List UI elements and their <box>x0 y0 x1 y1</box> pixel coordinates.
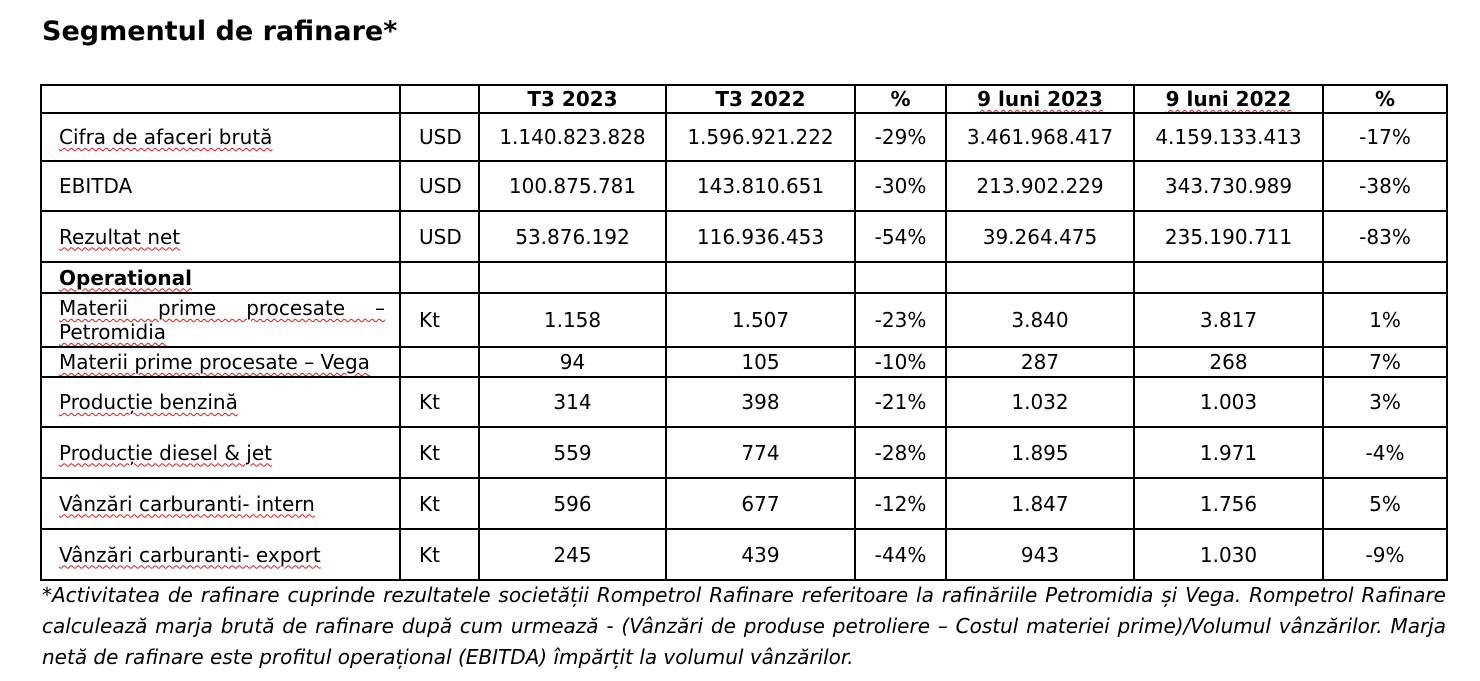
value-9m-2022 <box>1134 262 1323 293</box>
column-header-9m-2022 <box>1134 85 1323 113</box>
value-quarter-change: -54% <box>855 211 946 262</box>
row-label <box>41 529 400 580</box>
column-header-quarter-change: % <box>855 85 946 113</box>
row-label-text: Producție benzină <box>59 390 238 414</box>
value-9m-change: 3% <box>1323 377 1447 427</box>
value-t3-2022: 774 <box>666 427 855 478</box>
value-9m-2023: 213.902.229 <box>946 161 1134 211</box>
row-label-text: Materii prime procesate – Vega <box>59 350 370 374</box>
row-unit: Kt <box>400 377 479 427</box>
row-unit: USD <box>400 211 479 262</box>
section-label-text: Operational <box>59 265 192 290</box>
row-unit: USD <box>400 161 479 211</box>
value-quarter-change: -29% <box>855 113 946 161</box>
value-t3-2023: 1.140.823.828 <box>479 113 666 161</box>
row-label: EBITDA <box>41 161 400 211</box>
value-9m-change: -83% <box>1323 211 1447 262</box>
value-t3-2022 <box>666 262 855 293</box>
row-unit: USD <box>400 113 479 161</box>
footnote: *Activitatea de rafinare cuprinde rezultatele societății Rompetrol Rafinare referitoare la rafinăriile Petromidia și Vega. Rompetrol Rafinare calculează marja brută de rafinare după cum urmează - (Vânzări de produse petroliere – Costul materiei prime)/Volumul vânzărilor. Marja netă de rafinare este profitul operațional (EBITDA) împărțit la volumul vânzărilor. <box>42 583 1446 669</box>
page-title: Segmentul de rafinare* <box>42 16 398 47</box>
header-9m-2023-text: 9 luni 2023 <box>977 87 1103 111</box>
value-t3-2022: 105 <box>666 347 855 377</box>
value-9m-2023: 3.461.968.417 <box>946 113 1134 161</box>
row-label <box>41 211 400 262</box>
value-9m-2022: 1.030 <box>1134 529 1323 580</box>
row-label-text: Materii prime procesate – Petromidia <box>59 296 385 344</box>
refining-segment-table <box>40 84 1448 581</box>
value-quarter-change: -10% <box>855 347 946 377</box>
value-t3-2023: 596 <box>479 478 666 529</box>
value-t3-2023: 314 <box>479 377 666 427</box>
value-quarter-change: -30% <box>855 161 946 211</box>
header-9m-2022-text: 9 luni 2022 <box>1165 87 1292 111</box>
row-label-text: Rezultat net <box>59 224 181 249</box>
row-label <box>41 478 400 529</box>
column-header-9m-change: % <box>1323 85 1447 113</box>
value-9m-change: -38% <box>1323 161 1447 211</box>
value-9m-2023: 287 <box>946 347 1134 377</box>
value-9m-2022: 1.971 <box>1134 427 1323 478</box>
table-row <box>41 377 1447 427</box>
value-9m-2022: 235.190.711 <box>1134 211 1323 262</box>
value-9m-2022: 268 <box>1134 347 1323 377</box>
row-label-text: Vânzări carburanti- export <box>59 542 321 567</box>
table-row <box>41 113 1447 161</box>
value-9m-2022: 1.003 <box>1134 377 1323 427</box>
value-t3-2022: 439 <box>666 529 855 580</box>
row-unit: Kt <box>400 529 479 580</box>
column-header-t3-2023: T3 2023 <box>479 85 666 113</box>
value-t3-2022: 398 <box>666 377 855 427</box>
value-t3-2023: 245 <box>479 529 666 580</box>
value-9m-2023: 1.847 <box>946 478 1134 529</box>
row-unit <box>400 262 479 293</box>
value-t3-2022: 143.810.651 <box>666 161 855 211</box>
table-row <box>41 478 1447 529</box>
header-row <box>41 85 1447 113</box>
value-t3-2022: 1.596.921.222 <box>666 113 855 161</box>
value-t3-2022: 116.936.453 <box>666 211 855 262</box>
table-row <box>41 293 1447 347</box>
row-unit: Kt <box>400 427 479 478</box>
table-row <box>41 529 1447 580</box>
column-header-label <box>41 85 400 113</box>
value-9m-2022: 4.159.133.413 <box>1134 113 1323 161</box>
row-label <box>41 377 400 427</box>
section-row <box>41 262 1447 293</box>
column-header-unit <box>400 85 479 113</box>
value-9m-2023: 39.264.475 <box>946 211 1134 262</box>
value-t3-2023: 559 <box>479 427 666 478</box>
value-t3-2022: 677 <box>666 478 855 529</box>
value-9m-change: -9% <box>1323 529 1447 580</box>
row-label <box>41 347 400 377</box>
value-t3-2023: 94 <box>479 347 666 377</box>
row-label <box>41 293 400 347</box>
value-t3-2023 <box>479 262 666 293</box>
value-t3-2023: 53.876.192 <box>479 211 666 262</box>
table-row <box>41 211 1447 262</box>
value-quarter-change: -44% <box>855 529 946 580</box>
column-header-t3-2022: T3 2022 <box>666 85 855 113</box>
value-9m-2023: 3.840 <box>946 293 1134 347</box>
row-unit: Kt <box>400 478 479 529</box>
value-t3-2023: 1.158 <box>479 293 666 347</box>
value-9m-2023: 1.895 <box>946 427 1134 478</box>
value-9m-change: 7% <box>1323 347 1447 377</box>
value-quarter-change <box>855 262 946 293</box>
row-unit: Kt <box>400 293 479 347</box>
value-9m-2023: 943 <box>946 529 1134 580</box>
value-9m-change: 1% <box>1323 293 1447 347</box>
table-row <box>41 347 1447 377</box>
row-label-text: Producție diesel & jet <box>59 440 273 465</box>
value-t3-2023: 100.875.781 <box>479 161 666 211</box>
row-label <box>41 427 400 478</box>
table-row <box>41 427 1447 478</box>
value-quarter-change: -21% <box>855 377 946 427</box>
value-quarter-change: -23% <box>855 293 946 347</box>
table-row <box>41 161 1447 211</box>
value-quarter-change: -28% <box>855 427 946 478</box>
value-quarter-change: -12% <box>855 478 946 529</box>
row-label-text: Cifra de afaceri brută <box>59 125 273 149</box>
value-9m-2023: 1.032 <box>946 377 1134 427</box>
value-9m-2022: 1.756 <box>1134 478 1323 529</box>
value-9m-change: -4% <box>1323 427 1447 478</box>
value-9m-change <box>1323 262 1447 293</box>
value-9m-change: -17% <box>1323 113 1447 161</box>
row-label <box>41 113 400 161</box>
section-label <box>41 262 400 293</box>
row-label-text: Vânzări carburanti- intern <box>59 491 315 516</box>
value-9m-change: 5% <box>1323 478 1447 529</box>
column-header-9m-2023 <box>946 85 1134 113</box>
value-9m-2022: 343.730.989 <box>1134 161 1323 211</box>
value-9m-2022: 3.817 <box>1134 293 1323 347</box>
value-9m-2023 <box>946 262 1134 293</box>
row-unit <box>400 347 479 377</box>
value-t3-2022: 1.507 <box>666 293 855 347</box>
